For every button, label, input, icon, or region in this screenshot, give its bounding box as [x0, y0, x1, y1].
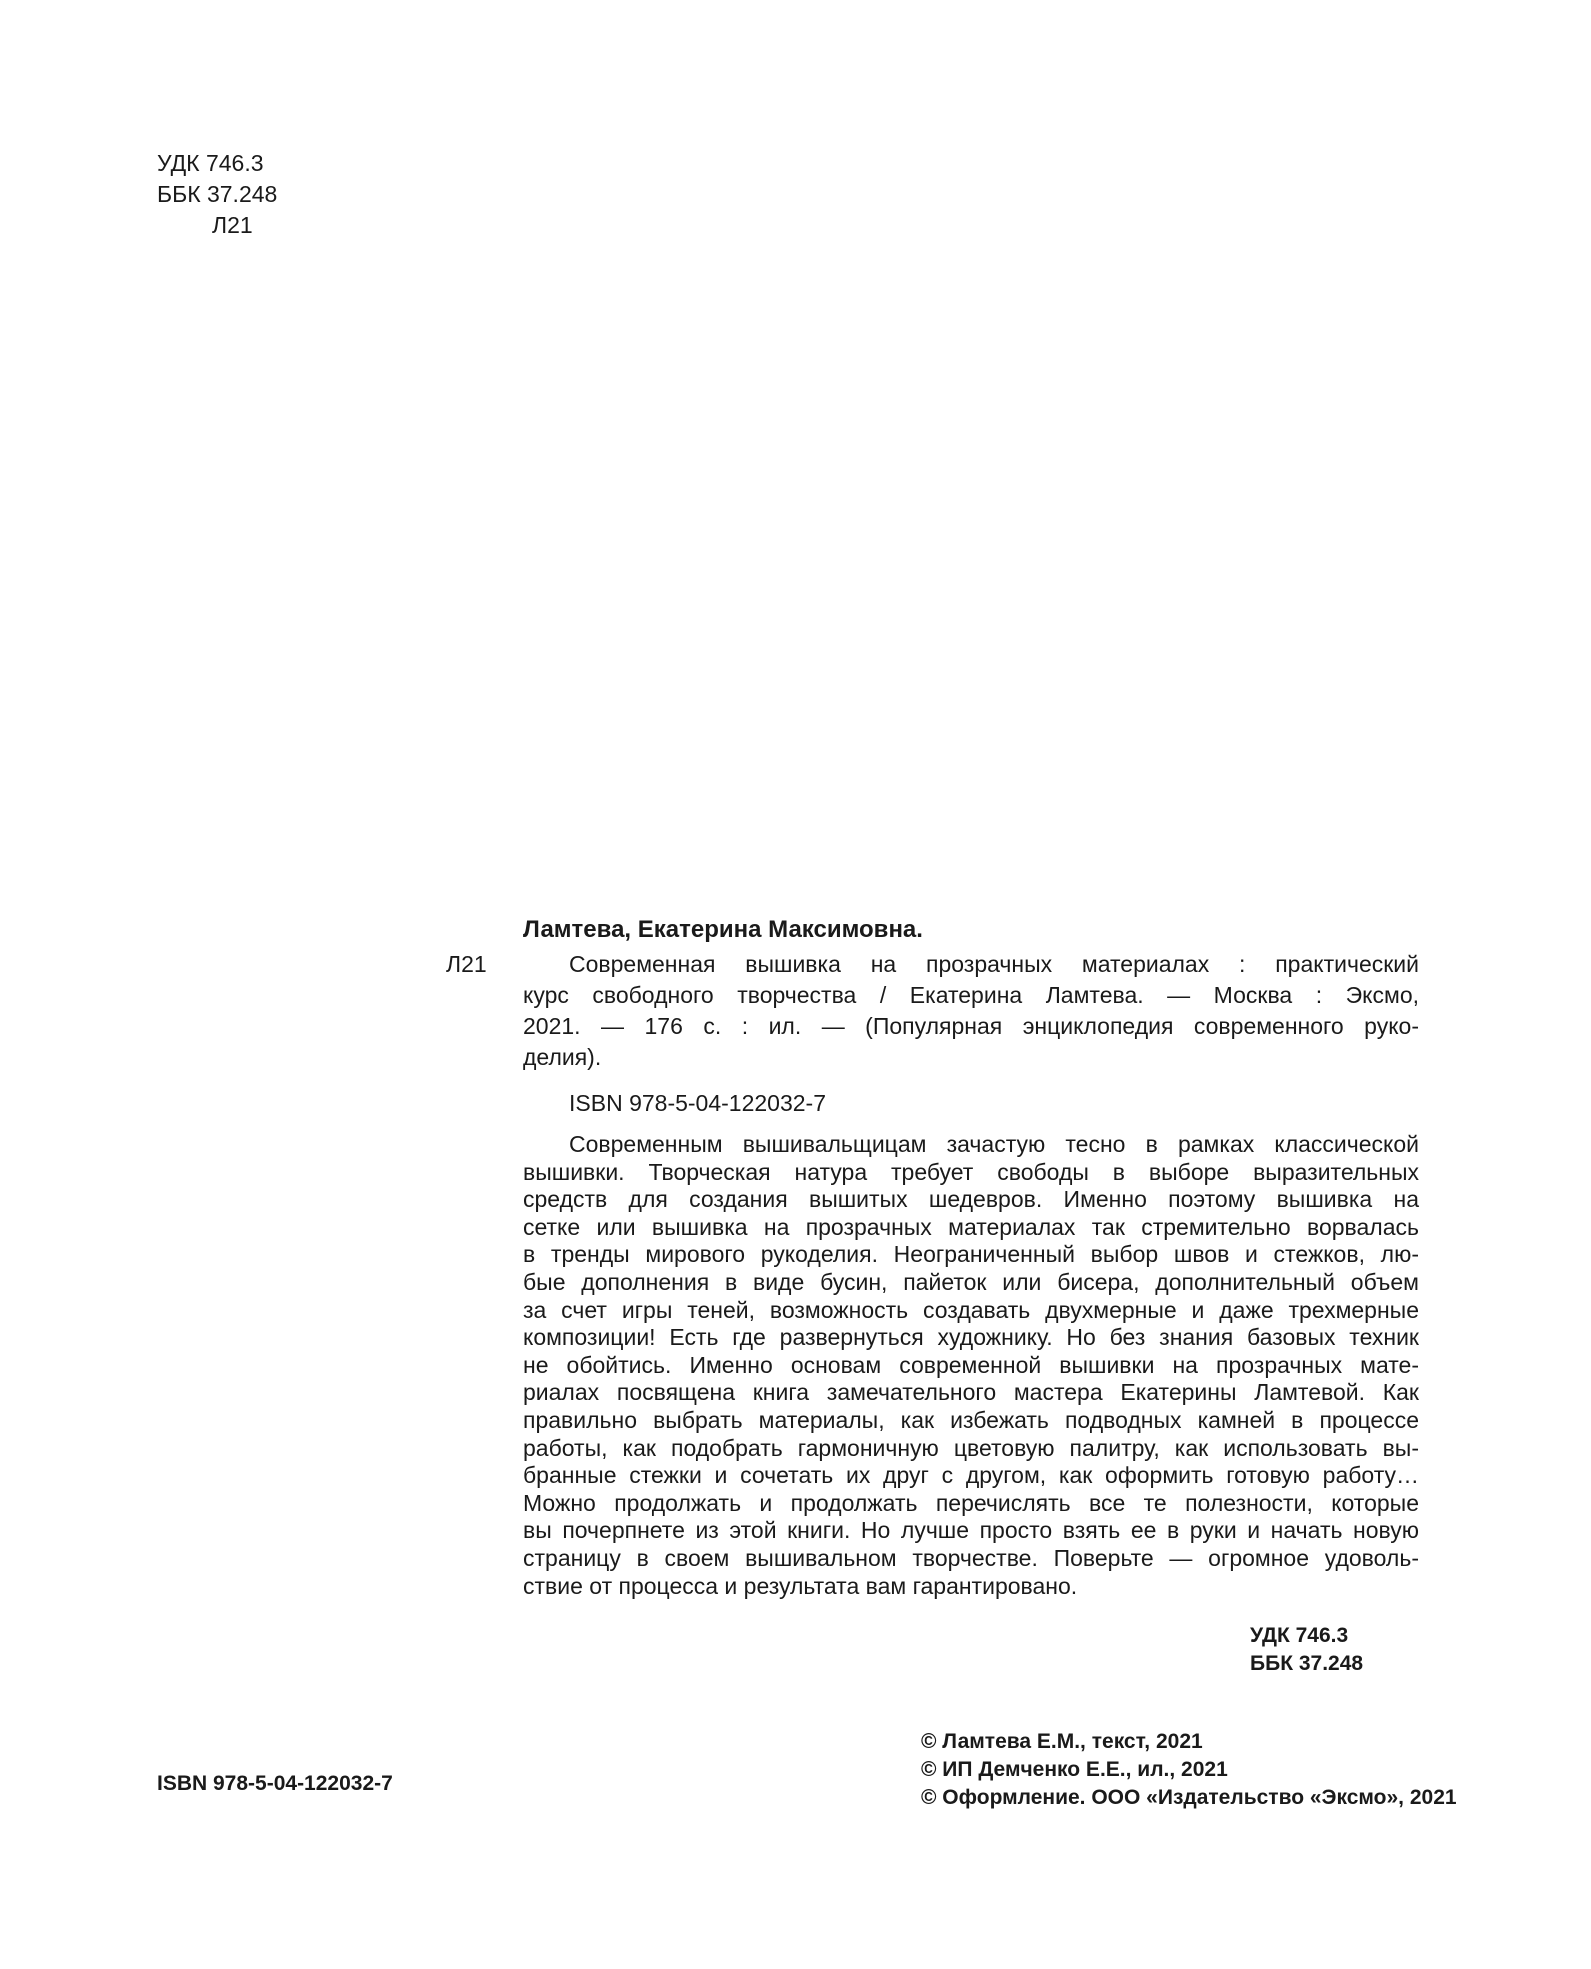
- annotation-line: Современным вышивальщицам зачастую тесно в рамках классической: [569, 1131, 1419, 1157]
- copyright-line: © ИП Демченко Е.Е., ил., 2021: [921, 1758, 1228, 1781]
- annotation-line: бые дополнения в виде бусин, пайеток или бисера, дополнительный объем: [523, 1268, 1419, 1295]
- bib-line: Современная вышивка на прозрачных материалах : практический: [569, 951, 1419, 977]
- annotation-line: работы, как подобрать гармоничную цветовую палитру, как использовать вы-: [523, 1434, 1419, 1461]
- annotation-line: бранные стежки и сочетать их друг с другом, как оформить готовую работу…: [523, 1462, 1419, 1489]
- annotation-line: средств для создания вышитых шедевров. Именно поэтому вышивка на: [523, 1186, 1419, 1213]
- annotation: [523, 1131, 1419, 1600]
- annotation-line: сетке или вышивка на прозрачных материалах так стремительно ворвалась: [523, 1213, 1419, 1240]
- copyright-notices: [921, 1728, 1457, 1812]
- isbn-imprint: ISBN 978-5-04-122032-7: [157, 1772, 393, 1795]
- annotation-line: композиции! Есть где развернуться художнику. Но без знания базовых техник: [523, 1324, 1419, 1351]
- record-isbn: ISBN 978-5-04-122032-7: [569, 1090, 826, 1116]
- annotation-line: вышивки. Творческая натура требует свободы в выборе выразительных: [523, 1158, 1419, 1185]
- udk-code: УДК 746.3: [1250, 1624, 1349, 1647]
- annotation-line: страницу в своем вышивальном творчестве. Поверьте — огромное удоволь-: [523, 1544, 1419, 1571]
- classification-block-bottom: [1250, 1622, 1418, 1678]
- annotation-line: не обойтись. Именно основам современной вышивки на прозрачных мате-: [523, 1351, 1419, 1378]
- annotation-line: вы почерпнете из этой книги. Но лучше просто взять ее в руки и начать новую: [523, 1517, 1419, 1544]
- author-mark: Л21: [212, 212, 253, 238]
- annotation-line: ствие от процесса и результата вам гарантировано.: [523, 1572, 1078, 1599]
- annotation-line: риалах посвящена книга замечательного мастера Екатерины Ламтевой. Как: [523, 1379, 1419, 1406]
- bbk-code: ББК 37.248: [1250, 1652, 1364, 1675]
- annotation-line: Можно продолжать и продолжать перечислять все те полезности, которые: [523, 1489, 1419, 1516]
- annotation-line: в тренды мирового рукоделия. Неограниченный выбор швов и стежков, лю-: [523, 1241, 1419, 1268]
- annotation-line: за счет игры теней, возможность создавать двухмерные и даже трехмерные: [523, 1296, 1419, 1323]
- bib-line: 2021. — 176 с. : ил. — (Популярная энциклопедия современного руко-: [523, 1013, 1419, 1039]
- record-author-mark: Л21: [446, 951, 487, 977]
- copyright-line: © Оформление. ООО «Издательство «Эксмо», 2021: [921, 1786, 1457, 1809]
- copyright-line: © Ламтева Е.М., текст, 2021: [921, 1730, 1203, 1753]
- bib-line: курс свободного творчества / Екатерина Ламтева. — Москва : Эксмо,: [523, 982, 1419, 1008]
- bibliographic-description: [523, 949, 1419, 1073]
- bib-line: делия).: [523, 1044, 602, 1070]
- udk-code: УДК 746.3: [157, 150, 264, 176]
- classification-block-top: [157, 148, 277, 241]
- record-author: Ламтева, Екатерина Максимовна.: [523, 916, 923, 943]
- annotation-line: правильно выбрать материалы, как избежать подводных камней в процессе: [523, 1406, 1419, 1433]
- bbk-code: ББК 37.248: [157, 181, 278, 207]
